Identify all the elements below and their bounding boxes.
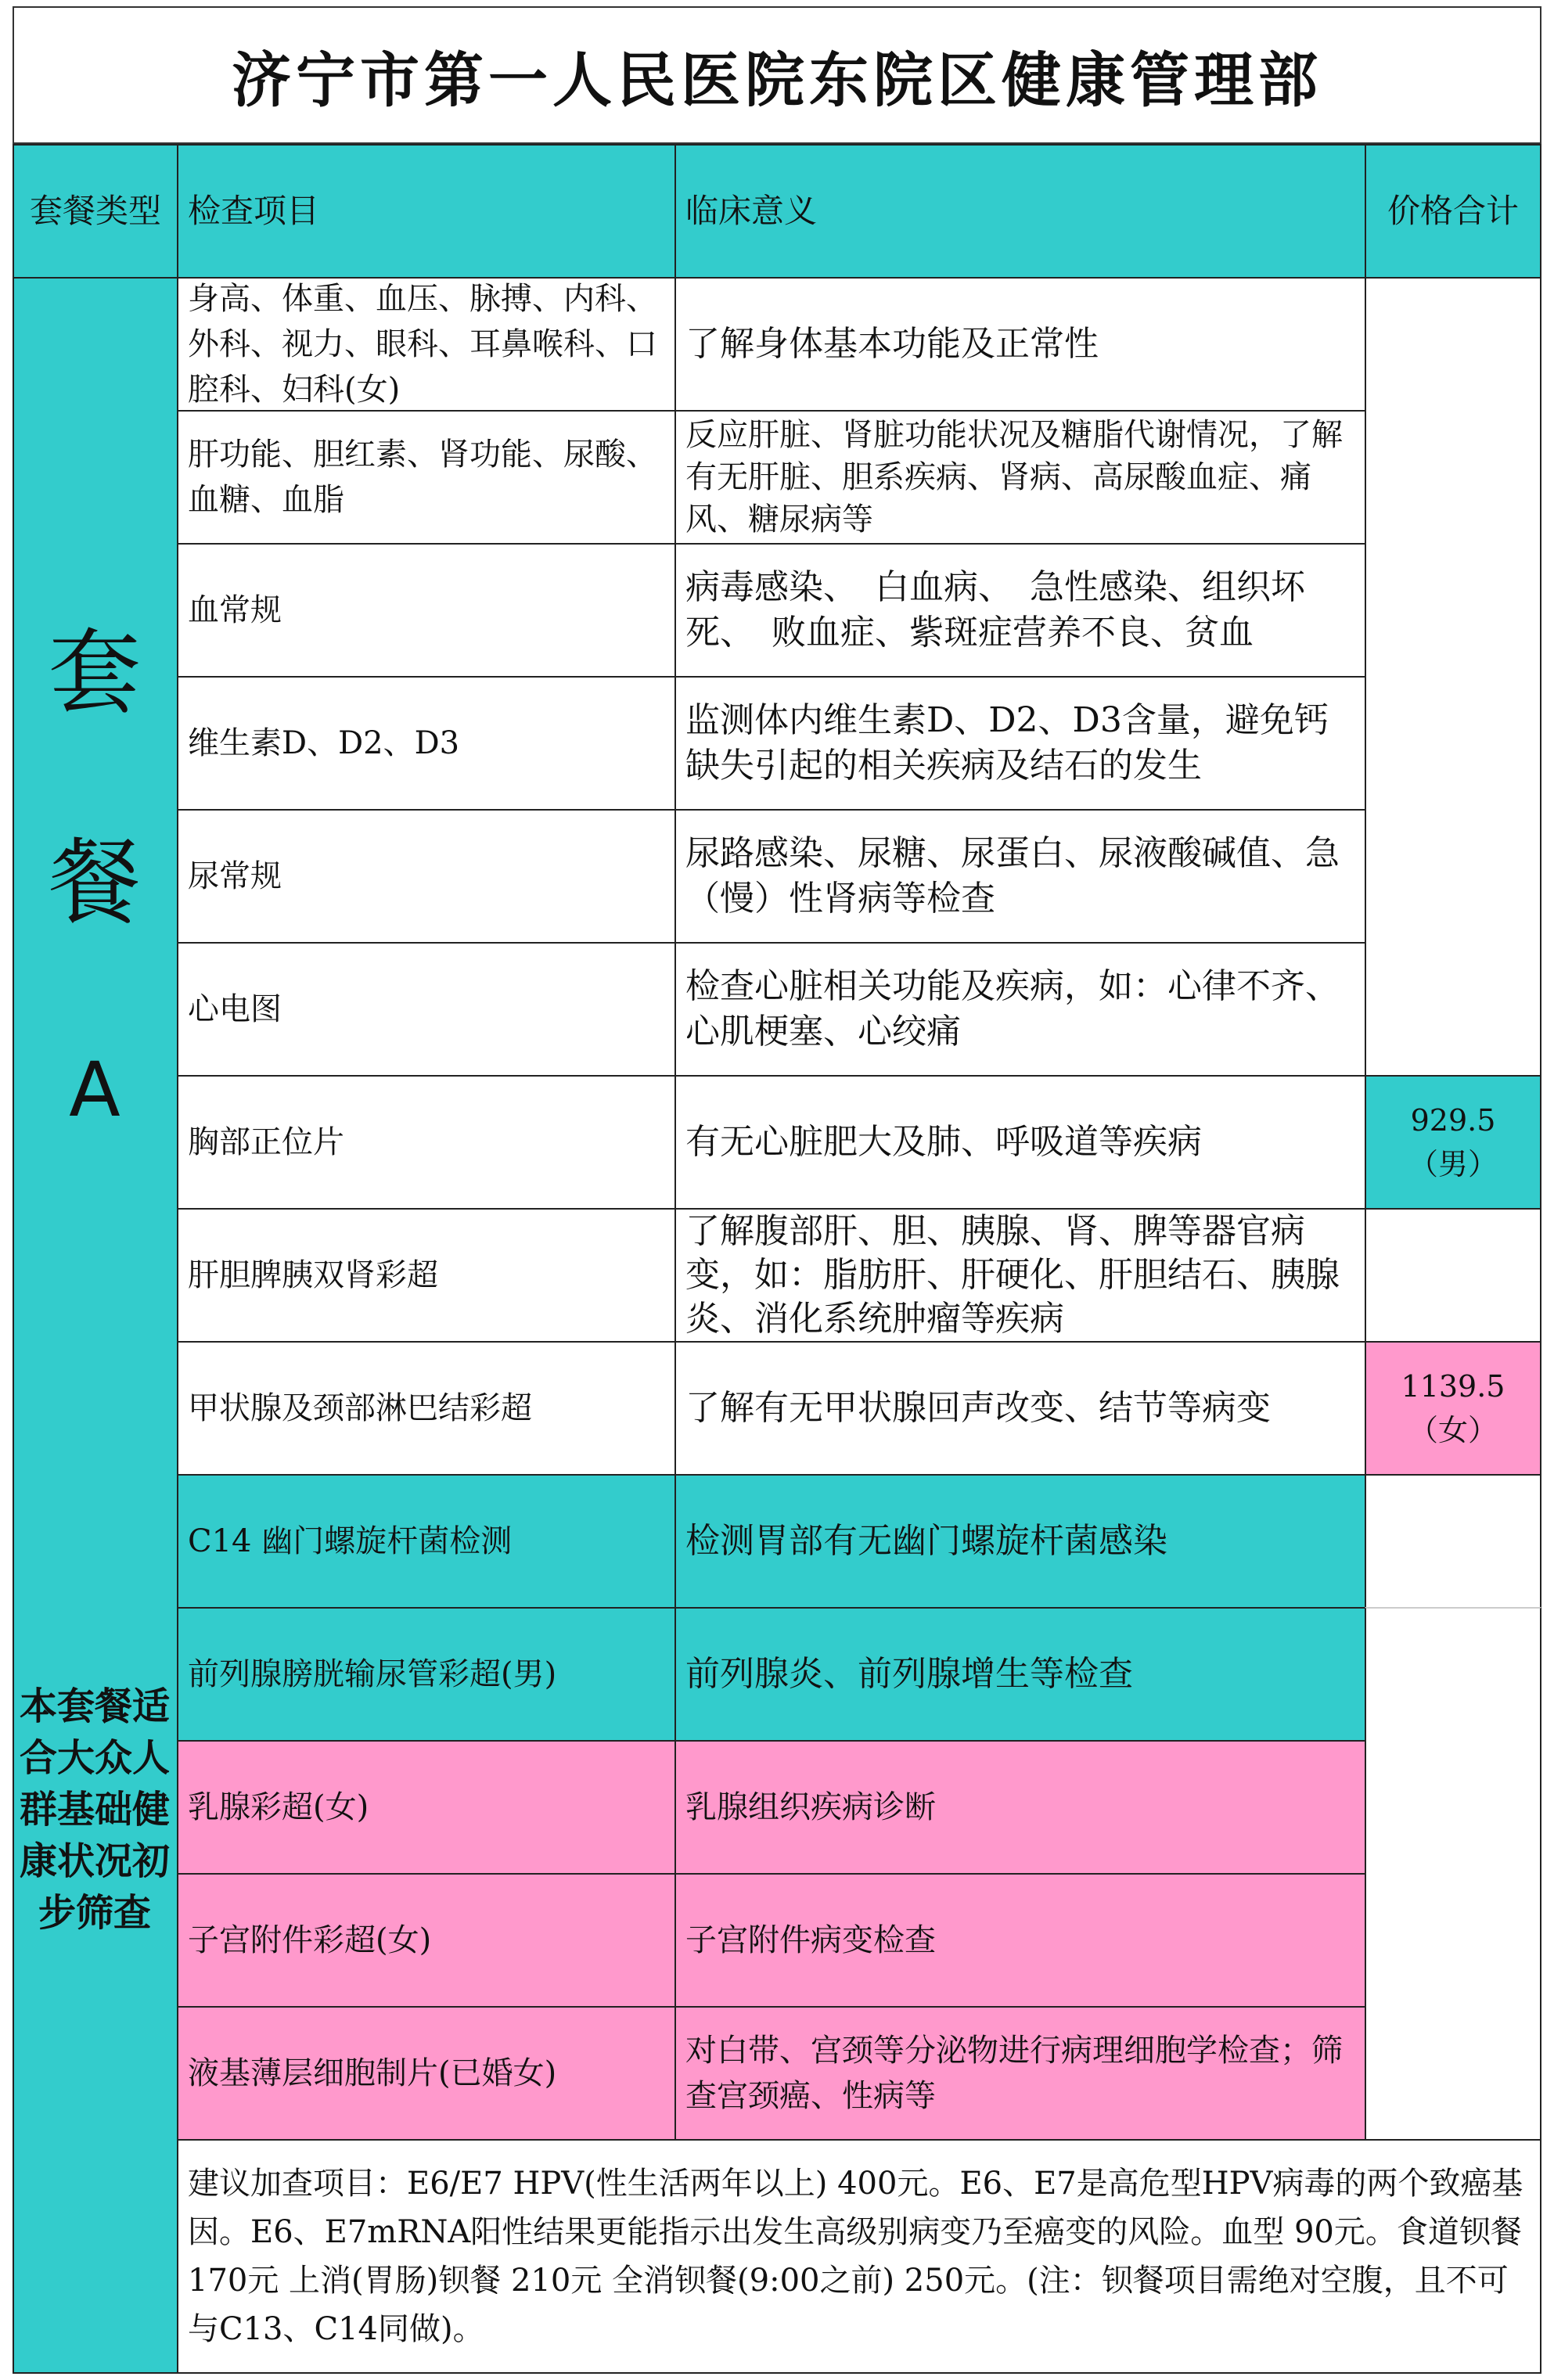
table-row-meaning: 检测胃部有无幽门螺旋杆菌感染 [674,1474,1366,1609]
package-char-3: A [69,1046,121,1134]
price-blank-lower [1365,1474,1541,1609]
table-row-item: 维生素D、D2、D3 [177,676,676,811]
table-row-item: 前列腺膀胱输尿管彩超(男) [177,1607,676,1742]
price-male-value: 929.5 [1410,1103,1496,1138]
table-row-meaning: 对白带、宫颈等分泌物进行病理细胞学检查；筛查宫颈癌、性病等 [674,2006,1366,2141]
table-row-item: 胸部正位片 [177,1075,676,1210]
table-row-meaning: 乳腺组织疾病诊断 [674,1740,1366,1875]
table-row-meaning: 了解腹部肝、胆、胰腺、肾、脾等器官病变，如：脂肪肝、肝硬化、肝胆结石、胰腺炎、消化系统肿瘤等疾病 [674,1208,1366,1343]
package-char-1: 套 [48,619,141,727]
table-row-item: 子宫附件彩超(女) [177,1873,676,2008]
table-row-meaning: 子宫附件病变检查 [674,1873,1366,2008]
price-male-label: （男） [1408,1147,1498,1181]
table-row-item: 甲状腺及颈部淋巴结彩超 [177,1341,676,1476]
page-title: 济宁市第一人民医院东院区健康管理部 [13,6,1541,144]
package-char-2: 餐 [48,829,141,937]
header-package-type: 套餐类型 [13,144,178,279]
price-blank-bottom [1365,1607,1541,2141]
table-row-meaning: 了解身体基本功能及正常性 [674,277,1366,412]
table-row-meaning: 尿路感染、尿糖、尿蛋白、尿液酸碱值、急（慢）性肾病等检查 [674,809,1366,944]
table-row-item: 液基薄层细胞制片(已婚女) [177,2006,676,2141]
package-note: 本套餐适合大众人群基础健康状况初步筛查 [19,1684,170,1935]
table-row-item: 肝胆脾胰双肾彩超 [177,1208,676,1343]
table-row-meaning: 有无心脏肥大及肺、呼吸道等疾病 [674,1075,1366,1210]
table-row-meaning: 前列腺炎、前列腺增生等检查 [674,1607,1366,1742]
table-row-meaning: 检查心脏相关功能及疾病，如：心律不齐、心肌梗塞、心绞痛 [674,942,1366,1077]
price-male [1365,1075,1541,1210]
price-blank-top [1365,277,1541,1077]
table-row-meaning: 反应肝脏、肾脏功能状况及糖脂代谢情况，了解有无肝脏、胆系疾病、肾病、高尿酸血症、痛风、糖尿病等 [674,410,1366,545]
price-female-label: （女） [1408,1413,1498,1447]
header-item: 检查项目 [177,144,676,279]
price-female-value: 1139.5 [1401,1369,1505,1404]
package-type-column [13,277,178,2374]
table-row-meaning: 病毒感染、 白血病、 急性感染、组织坏死、 败血症、紫斑症营养不良、贫血 [674,543,1366,678]
footer-note: 建议加查项目：E6/E7 HPV(性生活两年以上) 400元。E6、E7是高危型HPV病毒的两个致癌基因。E6、E7mRNA阳性结果更能指示出发生高级别病变乃至癌变的风险。血型 90元。食道钡餐 170元 上消(胃肠)钡餐 210元 全消钡餐(9:00之前) 250元。(注：钡餐项目需绝对空腹，且不可与C13、C14同做)。 [177,2139,1541,2374]
table-row-item: 血常规 [177,543,676,678]
table-row-item: 身高、体重、血压、脉搏、内科、外科、视力、眼科、耳鼻喉科、口腔科、妇科(女) [177,277,676,412]
table-row-meaning: 监测体内维生素D、D2、D3含量，避免钙缺失引起的相关疾病及结石的发生 [674,676,1366,811]
header-meaning: 临床意义 [674,144,1366,279]
price-female [1365,1341,1541,1476]
table-row-item: 肝功能、胆红素、肾功能、尿酸、血糖、血脂 [177,410,676,545]
table-row-item: 尿常规 [177,809,676,944]
table-row-item: C14 幽门螺旋杆菌检测 [177,1474,676,1609]
price-blank-mid [1365,1208,1541,1343]
table-row-item: 乳腺彩超(女) [177,1740,676,1875]
header-price: 价格合计 [1365,144,1541,279]
table-row-meaning: 了解有无甲状腺回声改变、结节等病变 [674,1341,1366,1476]
table-row-item: 心电图 [177,942,676,1077]
